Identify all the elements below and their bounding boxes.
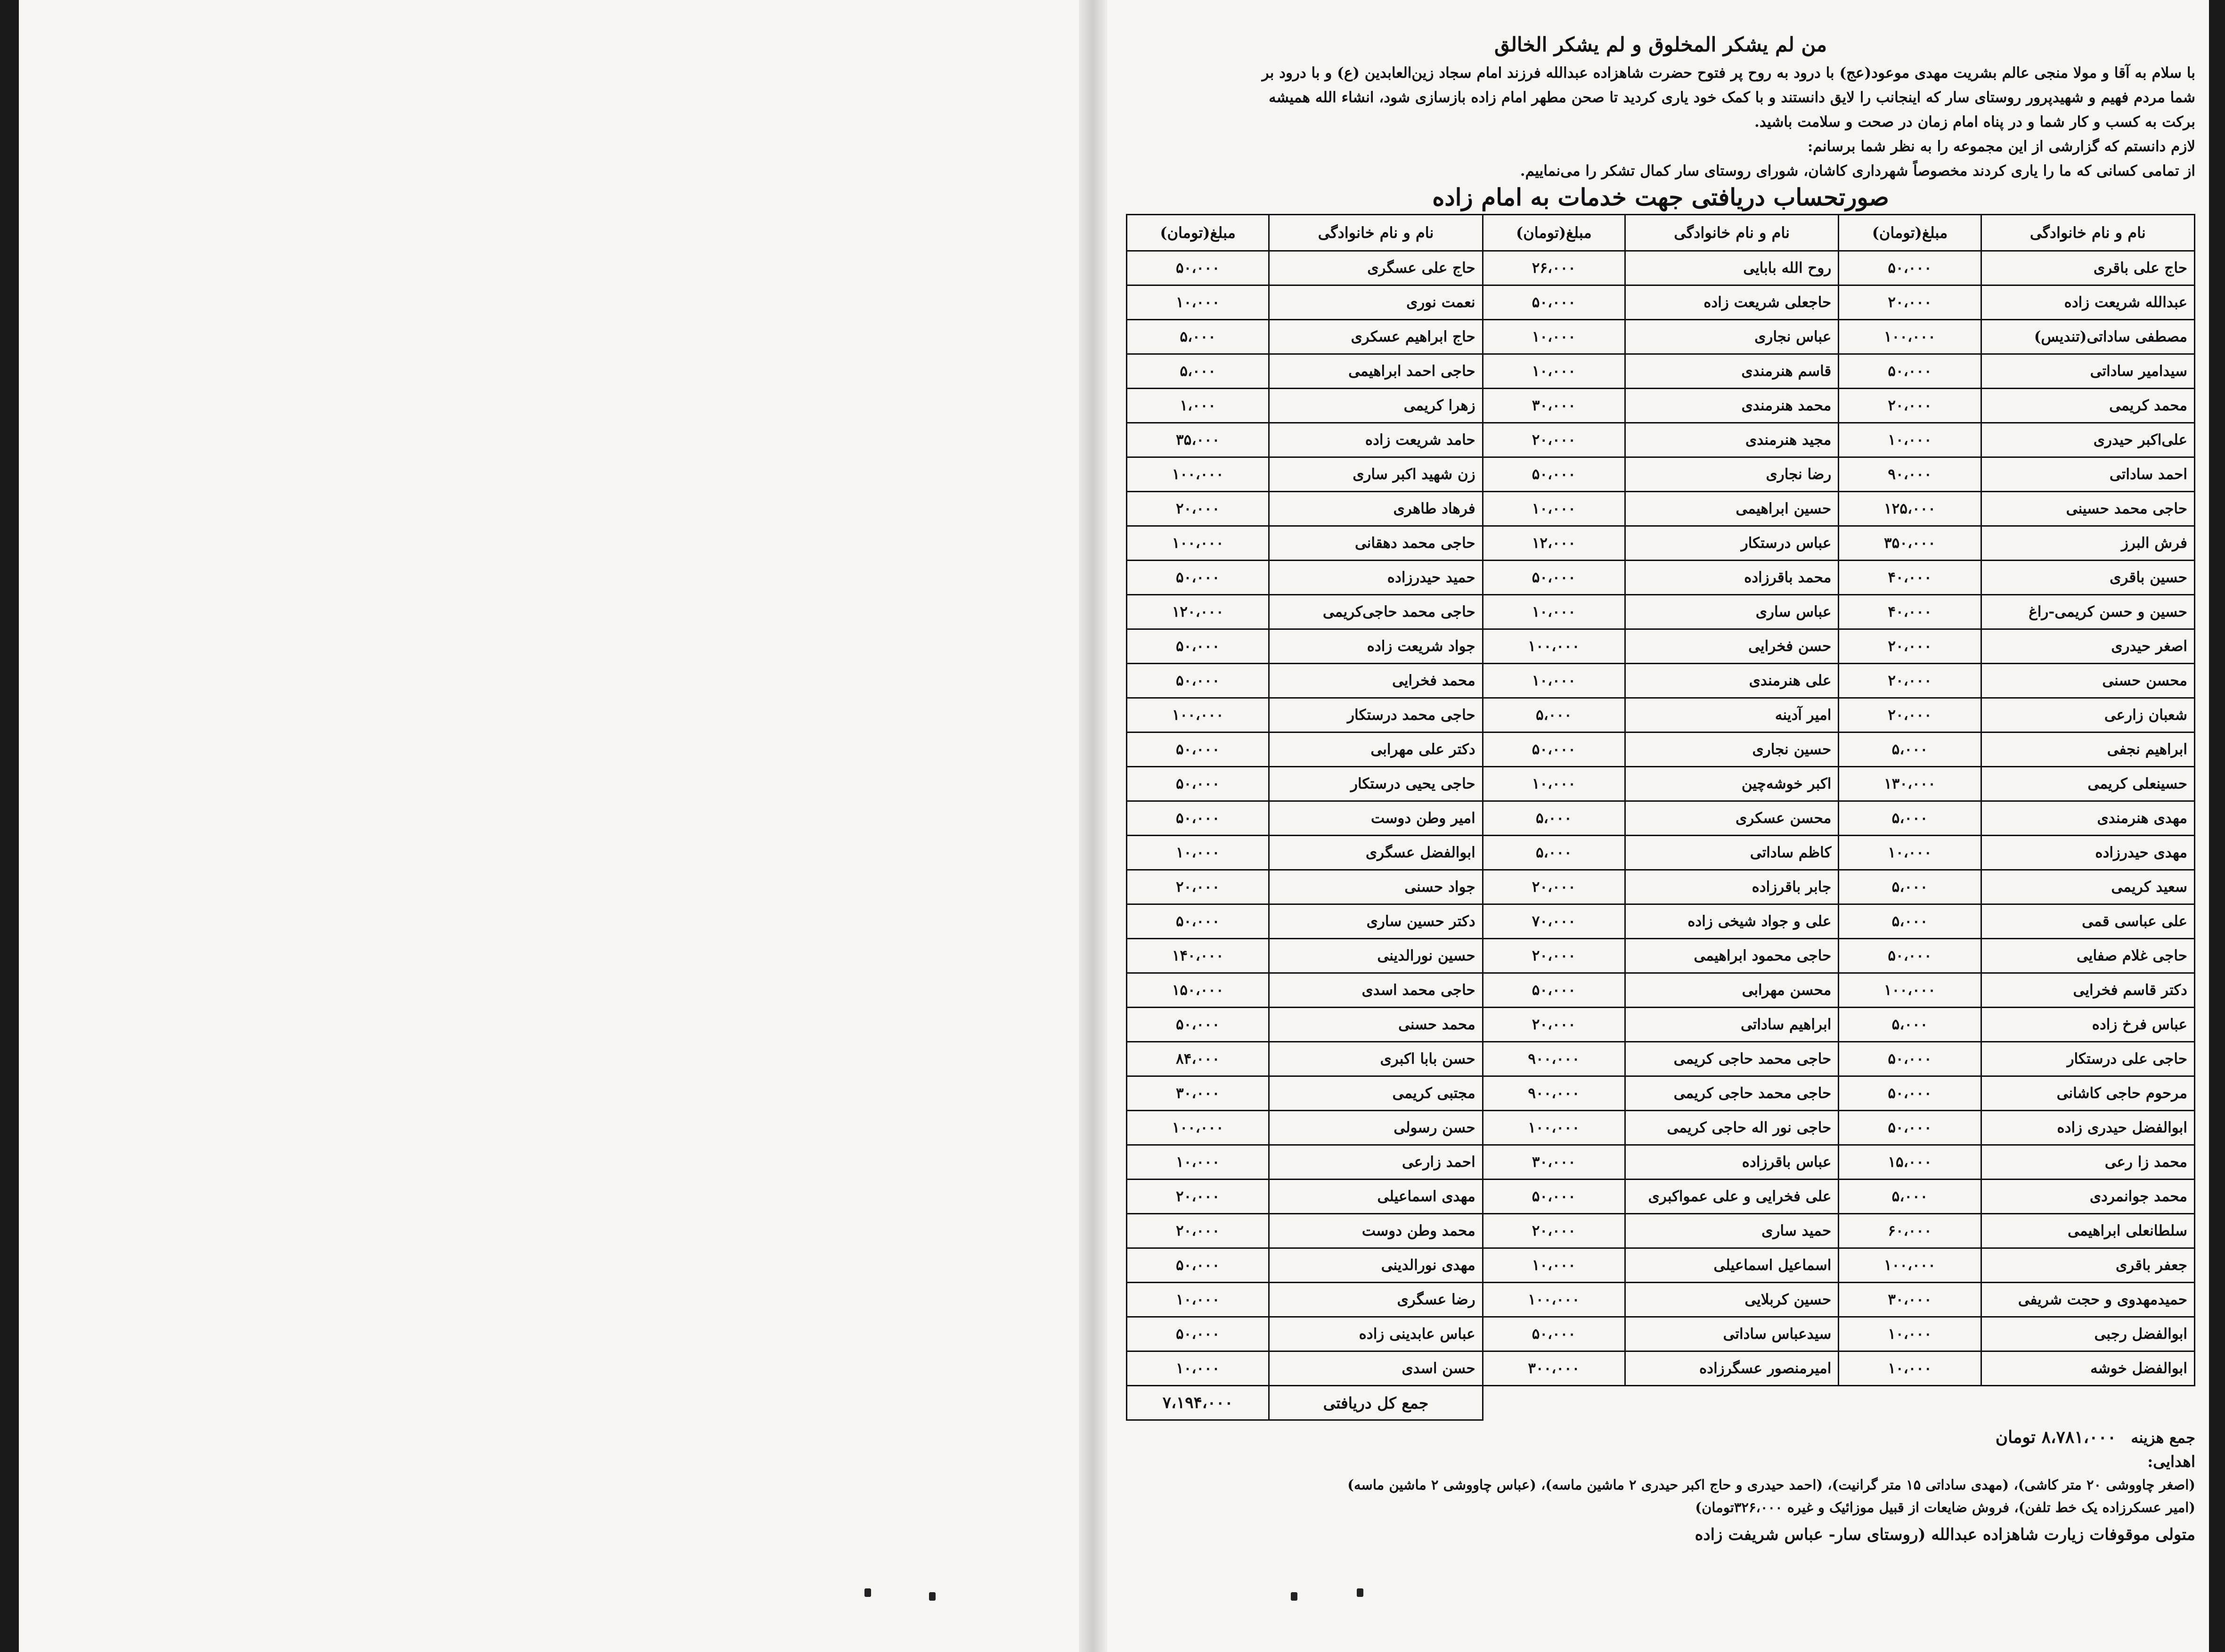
donation-amount: ۵،۰۰۰ — [1483, 801, 1625, 836]
blank-left-page — [0, 0, 1093, 1652]
donor-name: امیر وطن دوست — [1269, 801, 1483, 836]
donation-amount: ۲۰،۰۰۰ — [1839, 698, 1981, 732]
donations-table — [1126, 214, 2195, 1421]
donor-name: شعبان زارعی — [1981, 698, 2194, 732]
donation-amount: ۲۰،۰۰۰ — [1483, 1008, 1625, 1042]
table-row — [1127, 1076, 2195, 1111]
donor-name: مجتبی کریمی — [1269, 1076, 1483, 1111]
donor-name: حاج ابراهیم عسکری — [1269, 320, 1483, 354]
table-row — [1127, 1283, 2195, 1317]
donation-amount: ۱۰،۰۰۰ — [1483, 320, 1625, 354]
table-row — [1127, 285, 2195, 320]
donor-name: جعفر باقری — [1981, 1248, 2194, 1283]
donation-amount: ۱۰۰،۰۰۰ — [1839, 1248, 1981, 1283]
donation-amount: ۹۰،۰۰۰ — [1839, 457, 1981, 492]
donation-amount: ۸۴،۰۰۰ — [1127, 1042, 1269, 1076]
document-heading: من لم يشكر المخلوق و لم يشكر الخالق — [1494, 33, 1827, 56]
donation-amount: ۱۰۰،۰۰۰ — [1483, 1111, 1625, 1145]
donor-name: مهدی اسماعیلی — [1269, 1180, 1483, 1214]
header-amount: مبلغ(تومان) — [1127, 215, 1269, 251]
donation-amount: ۲۰،۰۰۰ — [1127, 1214, 1269, 1248]
donor-name: رضا نجاری — [1625, 457, 1838, 492]
donation-amount: ۱۰،۰۰۰ — [1839, 423, 1981, 457]
donation-amount: ۱۰۰،۰۰۰ — [1839, 320, 1981, 354]
table-row — [1127, 561, 2195, 595]
total-row — [1127, 1386, 2195, 1420]
page-fold — [1079, 0, 1107, 1652]
donation-amount: ۲۰،۰۰۰ — [1127, 492, 1269, 526]
donor-name: حاجی یحیی درستکار — [1269, 767, 1483, 801]
donor-name: علی عباسی قمی — [1981, 904, 2194, 939]
donation-amount: ۵۰،۰۰۰ — [1127, 767, 1269, 801]
staple-mark — [864, 1588, 871, 1597]
donor-name: سلطانعلی ابراهیمی — [1981, 1214, 2194, 1248]
donation-amount: ۵۰،۰۰۰ — [1127, 1248, 1269, 1283]
donor-name: مهدی نورالدینی — [1269, 1248, 1483, 1283]
donation-amount: ۹۰۰،۰۰۰ — [1483, 1076, 1625, 1111]
donor-name: احمد زارعی — [1269, 1145, 1483, 1180]
donor-name: اصغر حیدری — [1981, 629, 2194, 664]
donor-name: فرهاد طاهری — [1269, 492, 1483, 526]
donor-name: جواد شریعت زاده — [1269, 629, 1483, 664]
donor-name: حسن فخرایی — [1625, 629, 1838, 664]
donation-amount: ۵،۰۰۰ — [1839, 732, 1981, 767]
donor-name: مصطفی ساداتی(تندیس) — [1981, 320, 2194, 354]
donor-name: حمید ساری — [1625, 1214, 1838, 1248]
donor-name: محسن عسکری — [1625, 801, 1838, 836]
donation-amount: ۲۶،۰۰۰ — [1483, 251, 1625, 285]
donation-amount: ۴۰،۰۰۰ — [1839, 595, 1981, 629]
donation-amount: ۱۰،۰۰۰ — [1839, 836, 1981, 870]
header-name: نام و نام خانوادگی — [1269, 215, 1483, 251]
document-footer — [1126, 1426, 2195, 1548]
donor-name: حاجی محمد اسدی — [1269, 973, 1483, 1008]
donation-amount: ۱۰،۰۰۰ — [1483, 354, 1625, 389]
donor-name: کاظم ساداتی — [1625, 836, 1838, 870]
donor-name: عباس نجاری — [1625, 320, 1838, 354]
table-row — [1127, 492, 2195, 526]
donation-amount: ۱۰،۰۰۰ — [1127, 1283, 1269, 1317]
donation-amount: ۱۲۰،۰۰۰ — [1127, 595, 1269, 629]
donor-name: حاجی محمد درستکار — [1269, 698, 1483, 732]
donor-name: مهدی هنرمندی — [1981, 801, 2194, 836]
header-amount: مبلغ(تومان) — [1483, 215, 1625, 251]
donor-name: حاجی غلام صفایی — [1981, 939, 2194, 973]
donation-amount: ۵۰،۰۰۰ — [1483, 1317, 1625, 1351]
donation-amount: ۲۰،۰۰۰ — [1839, 389, 1981, 423]
donation-amount: ۵،۰۰۰ — [1483, 698, 1625, 732]
donor-name: محمد حسنی — [1269, 1008, 1483, 1042]
total-value: ۷،۱۹۴،۰۰۰ — [1127, 1386, 1269, 1420]
expense-value: ۸،۷۸۱،۰۰۰ تومان — [1995, 1427, 2117, 1447]
donation-amount: ۱۰،۰۰۰ — [1839, 1317, 1981, 1351]
donation-amount: ۱۰،۰۰۰ — [1127, 1351, 1269, 1386]
table-row — [1127, 320, 2195, 354]
gift-line: (امیر عسکرزاده یک خط تلفن)، فروش ضایعات از قبیل موزائیک و غیره ۳۲۶،۰۰۰تومان) — [1695, 1499, 2195, 1515]
donor-name: ابوالفضل عسگری — [1269, 836, 1483, 870]
donor-name: محمد فخرایی — [1269, 664, 1483, 698]
donation-amount: ۲۰،۰۰۰ — [1483, 1214, 1625, 1248]
donor-name: روح الله بابایی — [1625, 251, 1838, 285]
table-row — [1127, 801, 2195, 836]
donation-amount: ۵،۰۰۰ — [1839, 1180, 1981, 1214]
donor-name: حاجی محمود ابراهیمی — [1625, 939, 1838, 973]
donation-amount: ۱۰۰،۰۰۰ — [1483, 1283, 1625, 1317]
donor-name: حسین باقری — [1981, 561, 2194, 595]
donation-amount: ۵۰،۰۰۰ — [1839, 1111, 1981, 1145]
header-amount: مبلغ(تومان) — [1839, 215, 1981, 251]
donor-name: جواد حسنی — [1269, 870, 1483, 904]
signature-line: متولی موقوفات زیارت شاهزاده عبدالله (روستای سار- عباس شریفت زاده — [1695, 1525, 2195, 1544]
donation-amount: ۱۰۰،۰۰۰ — [1127, 526, 1269, 561]
donor-name: مجید هنرمندی — [1625, 423, 1838, 457]
donation-amount: ۵،۰۰۰ — [1839, 1008, 1981, 1042]
donation-amount: ۳۵،۰۰۰ — [1127, 423, 1269, 457]
gift-line: (اصغر چاووشی ۲۰ متر کاشی)، (مهدی ساداتی ۱۵ متر گرانیت)، (احمد حیدری و حاج اکبر حیدری ۲ ماشین ماسه)، (عباس چاووشی ۲ ماشین ماسه) — [1347, 1477, 2195, 1493]
intro-line: با سلام به آقا و مولا منجی عالم بشریت مهدی موعود(عج) با درود به روح پر فتوح حضرت شاهزاده عبدالله فرزند امام سجاد زین‌العابدین (ع) و با درود بر — [1262, 65, 2195, 81]
donor-name: رضا عسگری — [1269, 1283, 1483, 1317]
donation-amount: ۵۰،۰۰۰ — [1839, 251, 1981, 285]
table-row — [1127, 457, 2195, 492]
donation-amount: ۳۵۰،۰۰۰ — [1839, 526, 1981, 561]
total-label: جمع کل دریافتی — [1269, 1386, 1483, 1420]
table-row — [1127, 526, 2195, 561]
donation-amount: ۷۰،۰۰۰ — [1483, 904, 1625, 939]
intro-paragraph — [1126, 61, 2195, 183]
donation-amount: ۱۰۰،۰۰۰ — [1127, 1111, 1269, 1145]
donor-name: حسین نورالدینی — [1269, 939, 1483, 973]
donor-name: ابراهیم نجفی — [1981, 732, 2194, 767]
donation-amount: ۵،۰۰۰ — [1127, 354, 1269, 389]
table-row — [1127, 1214, 2195, 1248]
donation-amount: ۵۰،۰۰۰ — [1483, 973, 1625, 1008]
header-name: نام و نام خانوادگی — [1625, 215, 1838, 251]
donation-amount: ۱۰،۰۰۰ — [1127, 1145, 1269, 1180]
donor-name: عباس فرخ زاده — [1981, 1008, 2194, 1042]
donor-name: حمید حیدرزاده — [1269, 561, 1483, 595]
donation-amount: ۱۰۰،۰۰۰ — [1483, 629, 1625, 664]
donation-amount: ۲۰،۰۰۰ — [1127, 1180, 1269, 1214]
donation-amount: ۳۰،۰۰۰ — [1839, 1283, 1981, 1317]
donor-name: محمد جوانمردی — [1981, 1180, 2194, 1214]
donor-name: حاجی محمد حاجی کریمی — [1625, 1042, 1838, 1076]
table-row — [1127, 1042, 2195, 1076]
donor-name: حاجی احمد ابراهیمی — [1269, 354, 1483, 389]
intro-line: برکت به کسب و کار شما و در پناه امام زمان در صحت و سلامت باشید. — [1754, 114, 2195, 130]
donor-name: امیر آدینه — [1625, 698, 1838, 732]
donor-name: عباس باقرزاده — [1625, 1145, 1838, 1180]
table-row — [1127, 732, 2195, 767]
donor-name: عبدالله شریعت زاده — [1981, 285, 2194, 320]
donor-name: حاجی محمد دهقانی — [1269, 526, 1483, 561]
donor-name: حسین ابراهیمی — [1625, 492, 1838, 526]
donor-name: دکتر حسین ساری — [1269, 904, 1483, 939]
donation-amount: ۶۰،۰۰۰ — [1839, 1214, 1981, 1248]
staple-mark — [929, 1592, 936, 1601]
donor-name: حاجعلی شریعت زاده — [1625, 285, 1838, 320]
donation-amount: ۳۰،۰۰۰ — [1127, 1076, 1269, 1111]
donation-amount: ۵۰،۰۰۰ — [1839, 354, 1981, 389]
donor-name: ابوالفضل رجبی — [1981, 1317, 2194, 1351]
donor-name: محمد زا رعی — [1981, 1145, 2194, 1180]
gifts-title: اهدایی: — [2147, 1452, 2195, 1471]
donor-name: عباس درستکار — [1625, 526, 1838, 561]
table-row — [1127, 1248, 2195, 1283]
donor-name: احمد ساداتی — [1981, 457, 2194, 492]
donor-name: حسن بابا اکبری — [1269, 1042, 1483, 1076]
table-row — [1127, 595, 2195, 629]
table-row — [1127, 1180, 2195, 1214]
donor-name: سیدامیر ساداتی — [1981, 354, 2194, 389]
donor-name: حسینعلی کریمی — [1981, 767, 2194, 801]
donation-amount: ۵۰،۰۰۰ — [1483, 732, 1625, 767]
donation-amount: ۱۰،۰۰۰ — [1483, 664, 1625, 698]
donations-body — [1127, 251, 2195, 1386]
table-row — [1127, 389, 2195, 423]
donation-amount: ۲۰،۰۰۰ — [1483, 939, 1625, 973]
donor-name: قاسم هنرمندی — [1625, 354, 1838, 389]
table-row — [1127, 904, 2195, 939]
total-spacer — [1483, 1386, 2194, 1420]
donor-name: سیدعباس ساداتی — [1625, 1317, 1838, 1351]
expense-summary — [1126, 1426, 2195, 1448]
table-row — [1127, 767, 2195, 801]
donor-name: حسن اسدی — [1269, 1351, 1483, 1386]
donation-amount: ۵۰،۰۰۰ — [1127, 629, 1269, 664]
donation-amount: ۵۰،۰۰۰ — [1127, 561, 1269, 595]
donation-amount: ۳۰۰،۰۰۰ — [1483, 1351, 1625, 1386]
donor-name: حاج علی باقری — [1981, 251, 2194, 285]
donor-name: دکتر علی مهرابی — [1269, 732, 1483, 767]
donation-amount: ۳۰،۰۰۰ — [1483, 1145, 1625, 1180]
document-content — [1126, 33, 2195, 1548]
intro-line: لازم دانستم که گزارشی از این مجموعه را به نظر شما برسانم: — [1807, 138, 2195, 155]
donation-amount: ۵۰،۰۰۰ — [1127, 251, 1269, 285]
table-row — [1127, 251, 2195, 285]
donation-amount: ۵۰،۰۰۰ — [1839, 1042, 1981, 1076]
table-row — [1127, 354, 2195, 389]
donation-amount: ۲۰،۰۰۰ — [1839, 664, 1981, 698]
donation-amount: ۵۰،۰۰۰ — [1483, 1180, 1625, 1214]
scan-edge-right — [2209, 0, 2225, 1652]
donor-name: عباس عابدینی زاده — [1269, 1317, 1483, 1351]
donor-name: زن شهید اکبر ساری — [1269, 457, 1483, 492]
donor-name: اسماعیل اسماعیلی — [1625, 1248, 1838, 1283]
donor-name: حسین کربلایی — [1625, 1283, 1838, 1317]
donor-name: عباس ساری — [1625, 595, 1838, 629]
donation-amount: ۱۰۰،۰۰۰ — [1839, 973, 1981, 1008]
donor-name: حاجی محمد حاجی‌کریمی — [1269, 595, 1483, 629]
donor-name: جابر باقرزاده — [1625, 870, 1838, 904]
donation-amount: ۵۰،۰۰۰ — [1483, 561, 1625, 595]
table-row — [1127, 836, 2195, 870]
donation-amount: ۲۰،۰۰۰ — [1839, 285, 1981, 320]
donor-name: امیرمنصور عسگرزاده — [1625, 1351, 1838, 1386]
donor-name: علی هنرمندی — [1625, 664, 1838, 698]
donation-amount: ۱۰،۰۰۰ — [1483, 492, 1625, 526]
table-row — [1127, 1317, 2195, 1351]
donation-amount: ۵۰،۰۰۰ — [1127, 801, 1269, 836]
donor-name: علی‌اکبر حیدری — [1981, 423, 2194, 457]
donation-amount: ۵۰،۰۰۰ — [1839, 1076, 1981, 1111]
donor-name: محمد هنرمندی — [1625, 389, 1838, 423]
donation-amount: ۵۰،۰۰۰ — [1127, 1317, 1269, 1351]
donation-amount: ۵۰،۰۰۰ — [1127, 664, 1269, 698]
expense-label: جمع هزینه — [2131, 1429, 2195, 1447]
donor-name: فرش البرز — [1981, 526, 2194, 561]
donor-name: ابوالفضل حیدری زاده — [1981, 1111, 2194, 1145]
donor-name: حاج علی عسگری — [1269, 251, 1483, 285]
donation-amount: ۱۰۰،۰۰۰ — [1127, 698, 1269, 732]
donor-name: نعمت نوری — [1269, 285, 1483, 320]
donor-name: حمیدمهدوی و حجت شریفی — [1981, 1283, 2194, 1317]
donor-name: حسین و حسن کریمی-راغ — [1981, 595, 2194, 629]
donor-name: محمد کریمی — [1981, 389, 2194, 423]
donor-name: زهرا کریمی — [1269, 389, 1483, 423]
donor-name: مرحوم حاجی کاشانی — [1981, 1076, 2194, 1111]
donation-amount: ۵،۰۰۰ — [1127, 320, 1269, 354]
donation-amount: ۳۰،۰۰۰ — [1483, 389, 1625, 423]
donation-amount: ۵،۰۰۰ — [1839, 904, 1981, 939]
staple-mark — [1357, 1588, 1363, 1597]
donor-name: دکتر قاسم فخرایی — [1981, 973, 2194, 1008]
donor-name: اکبر خوشه‌چین — [1625, 767, 1838, 801]
staple-mark — [1291, 1592, 1297, 1601]
donor-name: محسن مهرابی — [1625, 973, 1838, 1008]
table-title: صورتحساب دریافتی جهت خدمات به امام زاده — [1432, 183, 1889, 211]
donation-amount: ۴۰،۰۰۰ — [1839, 561, 1981, 595]
donor-name: محمد وطن دوست — [1269, 1214, 1483, 1248]
donation-amount: ۱۵۰،۰۰۰ — [1127, 973, 1269, 1008]
table-row — [1127, 973, 2195, 1008]
donor-name: محمد باقرزاده — [1625, 561, 1838, 595]
donor-name: حاجی محمد حسینی — [1981, 492, 2194, 526]
donation-amount: ۱۲۵،۰۰۰ — [1839, 492, 1981, 526]
donation-amount: ۹۰۰،۰۰۰ — [1483, 1042, 1625, 1076]
donation-amount: ۱۰،۰۰۰ — [1483, 1248, 1625, 1283]
table-row — [1127, 1111, 2195, 1145]
scan-edge-left — [0, 0, 19, 1652]
donation-amount: ۵۰،۰۰۰ — [1483, 285, 1625, 320]
table-row — [1127, 423, 2195, 457]
donation-amount: ۵،۰۰۰ — [1839, 801, 1981, 836]
donor-name: علی فخرایی و علی عمواکبری — [1625, 1180, 1838, 1214]
donor-name: سعید کریمی — [1981, 870, 2194, 904]
donation-amount: ۲۰،۰۰۰ — [1839, 629, 1981, 664]
donation-amount: ۵۰،۰۰۰ — [1127, 732, 1269, 767]
donation-amount: ۵،۰۰۰ — [1483, 836, 1625, 870]
intro-line: شما مردم فهیم و شهیدپرور روستای سار که اینجانب را لایق دانستند و با کمک خود یاری کردید تا صحن مطهر امام زاده بازسازی شود، انشاء الله همیشه — [1269, 89, 2195, 106]
donation-amount: ۲۰،۰۰۰ — [1483, 423, 1625, 457]
donation-amount: ۱۳۰،۰۰۰ — [1839, 767, 1981, 801]
donor-name: حاجی علی درستکار — [1981, 1042, 2194, 1076]
donation-amount: ۱۰،۰۰۰ — [1127, 836, 1269, 870]
donation-amount: ۱۵،۰۰۰ — [1839, 1145, 1981, 1180]
donor-name: محسن حسنی — [1981, 664, 2194, 698]
table-row — [1127, 664, 2195, 698]
donor-name: ابوالفضل خوشه — [1981, 1351, 2194, 1386]
donation-amount: ۱۲،۰۰۰ — [1483, 526, 1625, 561]
donor-name: مهدی حیدرزاده — [1981, 836, 2194, 870]
donation-amount: ۵۰،۰۰۰ — [1483, 457, 1625, 492]
donation-amount: ۵۰،۰۰۰ — [1839, 939, 1981, 973]
donation-amount: ۵،۰۰۰ — [1839, 870, 1981, 904]
donor-name: حامد شریعت زاده — [1269, 423, 1483, 457]
donation-amount: ۱۰۰،۰۰۰ — [1127, 457, 1269, 492]
table-row — [1127, 1145, 2195, 1180]
donor-name: حاجی نور اله حاجی کریمی — [1625, 1111, 1838, 1145]
donation-amount: ۵۰،۰۰۰ — [1127, 904, 1269, 939]
table-row — [1127, 629, 2195, 664]
donation-amount: ۲۰،۰۰۰ — [1127, 870, 1269, 904]
donation-amount: ۱۰،۰۰۰ — [1483, 595, 1625, 629]
donor-name: ابراهیم ساداتی — [1625, 1008, 1838, 1042]
table-header-row — [1127, 215, 2195, 251]
donation-amount: ۲۰،۰۰۰ — [1483, 870, 1625, 904]
donation-amount: ۱۰،۰۰۰ — [1483, 767, 1625, 801]
intro-line: از تمامی کسانی که ما را یاری کردند مخصوصاً شهرداری کاشان، شورای روستای سار کمال تشکر را می‌نماییم. — [1520, 163, 2195, 179]
donation-amount: ۱،۰۰۰ — [1127, 389, 1269, 423]
donor-name: حسین نجاری — [1625, 732, 1838, 767]
table-row — [1127, 698, 2195, 732]
table-row — [1127, 939, 2195, 973]
donation-amount: ۱۰،۰۰۰ — [1127, 285, 1269, 320]
donor-name: علی و جواد شیخی زاده — [1625, 904, 1838, 939]
donor-name: حسن رسولی — [1269, 1111, 1483, 1145]
donor-name: حاجی محمد حاجی کریمی — [1625, 1076, 1838, 1111]
donation-amount: ۵۰،۰۰۰ — [1127, 1008, 1269, 1042]
table-row — [1127, 870, 2195, 904]
donation-amount: ۱۴۰،۰۰۰ — [1127, 939, 1269, 973]
table-row — [1127, 1351, 2195, 1386]
donation-amount: ۱۰،۰۰۰ — [1839, 1351, 1981, 1386]
table-row — [1127, 1008, 2195, 1042]
header-name: نام و نام خانوادگی — [1981, 215, 2194, 251]
